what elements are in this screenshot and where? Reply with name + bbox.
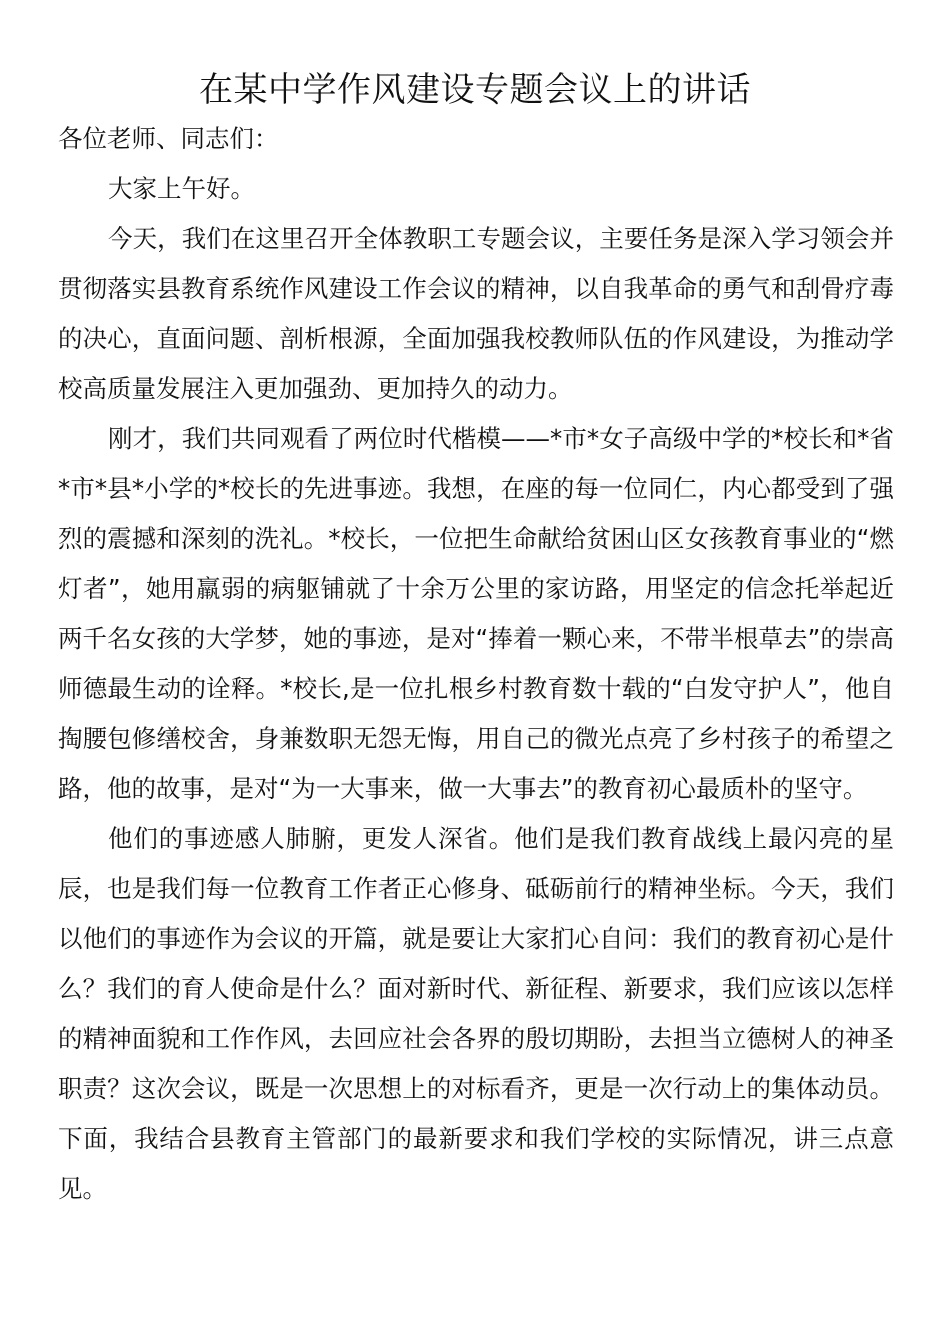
paragraph-greeting: 大家上午好。 bbox=[108, 174, 255, 203]
document-body bbox=[58, 114, 894, 1214]
paragraph-role-models: 刚才，我们共同观看了两位时代楷模——*市*女子高级中学的*校长和*省*市*县*小学的*校长的先进事迹。我想，在座的每一位同仁，内心都受到了强烈的震撼和深刻的洗礼。*校长，一位把生命献给贫困山区女孩教育事业的“燃灯者”，她用羸弱的病躯铺就了十余万公里的家访路，用坚定的信念托举起近两千名女孩的大学梦，她的事迹，是对“捧着一颗心来，不带半根草去”的崇高师德最生动的诠释。*校长,是一位扎根乡村教育数十载的“白发守护人”，他自掏腰包修缮校舍，身兼数职无怨无悔，用自己的微光点亮了乡村孩子的希望之路，他的故事，是对“为一大事来，做一大事去”的教育初心最质朴的坚守。 bbox=[58, 424, 894, 803]
document-title: 在某中学作风建设专题会议上的讲话 bbox=[199, 70, 751, 110]
paragraph-reflection: 他们的事迹感人肺腑，更发人深省。他们是我们教育战线上最闪亮的星辰，也是我们每一位教育工作者正心修身、砥砺前行的精神坐标。今天，我们以他们的事迹作为会议的开篇，就是要让大家扪心自问：我们的教育初心是什么？我们的育人使命是什么？面对新时代、新征程、新要求，我们应该以怎样的精神面貌和工作作风，去回应社会各界的殷切期盼，去担当立德树人的神圣职责？这次会议，既是一次思想上的对标看齐，更是一次行动上的集体动员。下面，我结合县教育主管部门的最新要求和我们学校的实际情况，讲三点意见。 bbox=[58, 824, 894, 1203]
paragraph-purpose: 今天，我们在这里召开全体教职工专题会议，主要任务是深入学习领会并贯彻落实县教育系统作风建设工作会议的精神，以自我革命的勇气和刮骨疗毒的决心，直面问题、剖析根源，全面加强我校教师队伍的作风建设，为推动学校高质量发展注入更加强劲、更加持久的动力。 bbox=[58, 224, 894, 403]
salutation: 各位老师、同志们： bbox=[58, 124, 279, 153]
